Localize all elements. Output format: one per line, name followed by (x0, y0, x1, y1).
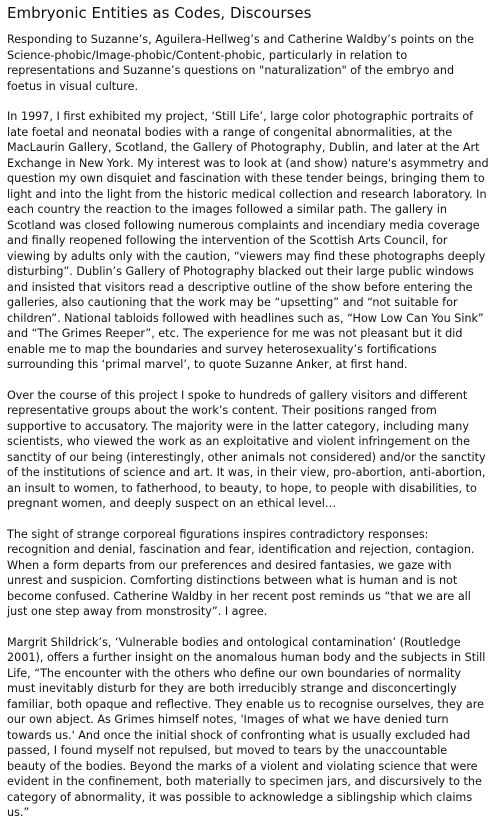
paragraph-visitor-responses: Over the course of this project I spoke to hundreds of gallery visitors and different representative groups about the work’s content. Their positions ranged from supportive to accusatory. The majority were in the latter category, including many scientists, who viewed the work as an exploitative and violent infringement on the sanctity of our being (interestingly, other animals not considered) and/or the sanctity of the institutions of science and art. It was, in their view, pro-abortion, anti-abortion, an insult to women, to fatherhood, to beauty, to hope, to people with disabilities, to pregnant women, and deeply suspect on an ethical level… (7, 388, 486, 510)
document-title: Embryonic Entities as Codes, Discourses (7, 4, 312, 22)
document-page (7, 3, 489, 836)
paragraph-still-life-exhibition: In 1997, I first exhibited my project, ‘Still Life’, large color photographic portraits of late foetal and neonatal bodies with a range of congenital abnormalities, at the MacLaurin Gallery, Scotland, the Gallery of Photography, Dublin, and later at the Art Exchange in New York. My interest was to look at (and show) nature's asymmetry and question my own disquiet and fascination with these tender beings, bringing them to light and into the light from the historic medical collection and research laboratory. In each country the reaction to the images followed a similar path. The gallery in Scotland was closed following numerous complaints and incendiary media coverage and finally reopened following the intervention of the Scottish Arts Council, for viewing by adults only with the caution, “viewers may find these photographs deeply disturbing”. Dublin’s Gallery of Photography blacked out their large public windows and insisted that visitors read a descriptive outline of the show before entering the galleries, also cautioning that the work may be “upsetting” and “not suitable for children”. National tabloids followed with headlines such as, “How Low Can You Sink” and “The Grimes Reeper”, etc. The experience for me was not pleasant but it did enable me to map the boundaries and survey heterosexuality’s fortifications surrounding this ‘primal marvel’, to quote Suzanne Anker, at first hand. (7, 110, 489, 371)
paragraph-shildrick-quote: Margrit Shildrick’s, ‘Vulnerable bodies and ontological contamination’ (Routledge 2001), offers a further insight on the anomalous human body and the subjects in Still Life, “The encounter with the others who define our own boundaries of normality must inevitably disturb for they are both irreducibly strange and disconcertingly familiar, both opaque and reflective. They enable us to recognise ourselves, they are our own abject. As Grimes himself notes, 'Images of what we have denied turn towards us.' And once the initial shock of confronting what is usually excluded had passed, I found myself not repulsed, but moved to tears by the unaccountable beauty of the bodies. Beyond the marks of a violent and violating science that were evident in the confinement, both materially to specimen jars, and discursively to the category of abnormality, it was possible to acknowledge a siblingship which claims us.” (7, 635, 486, 819)
paragraph-corporeal-figurations: The sight of strange corporeal figurations inspires contradictory responses: recognition and denial, fascination and fear, identification and rejection, contagion. When a form departs from our preferences and desired fantasies, we gaze with unrest and suspicion. Comforting distinctions between what is human and is not become confused. Catherine Waldby in her recent post reminds us “that we are all just one step away from monstrosity”. I agree. (7, 527, 475, 618)
paragraph-intro: Responding to Suzanne’s, Aguilera-Hellweg’s and Catherine Waldby’s points on the Science-phobic/Image-phobic/Content-phobic, particularly in relation to representations and Suzanne’s questions on "naturalization" of the embryo and foetus in visual culture. (7, 33, 474, 93)
